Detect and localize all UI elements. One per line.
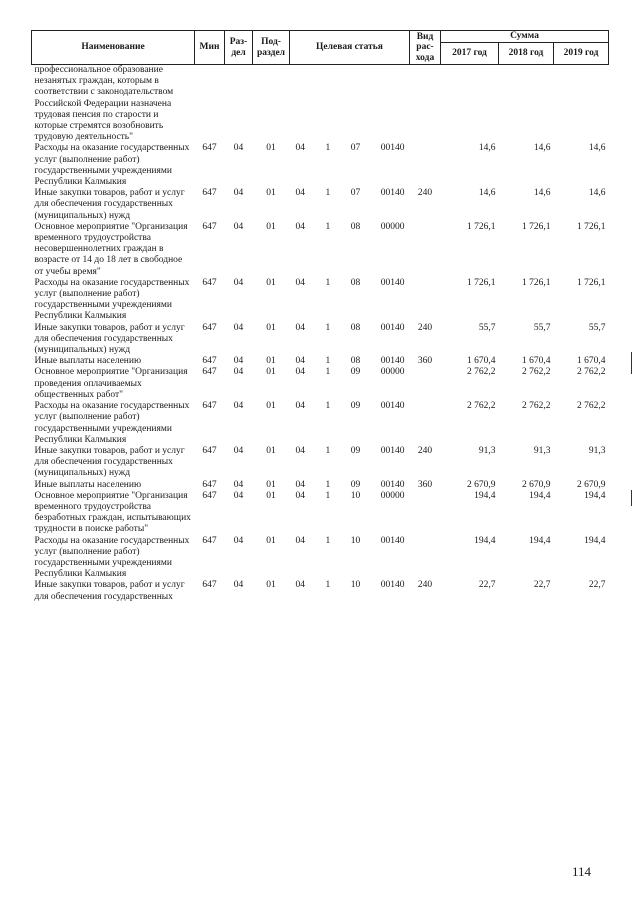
row-sum-2017: 2 762,2 bbox=[467, 367, 496, 378]
row-expense-type: 360 bbox=[417, 479, 433, 490]
row-subsection: 01 bbox=[266, 445, 276, 456]
row-ministry: 647 bbox=[202, 479, 217, 490]
row-section: 04 bbox=[233, 535, 244, 546]
row-target-article bbox=[290, 401, 410, 446]
row-name: Основное мероприятие "Организация проведения оплачиваемых общественных работ" bbox=[34, 367, 188, 400]
row-subsection: 01 bbox=[266, 490, 276, 501]
row-sum-2017: 14,6 bbox=[478, 143, 496, 154]
target-article-subprogram: 1 bbox=[325, 445, 331, 456]
target-article-direction: 00140 bbox=[380, 356, 405, 367]
table-row bbox=[32, 446, 609, 480]
target-article-subprogram: 1 bbox=[325, 143, 331, 154]
target-article-measure: 07 bbox=[350, 188, 361, 199]
target-article-measure: 08 bbox=[350, 277, 361, 288]
row-sum-2017: 1 726,1 bbox=[467, 221, 496, 232]
row-sum-2018: 1 726,1 bbox=[522, 221, 551, 232]
row-subsection: 01 bbox=[266, 401, 276, 412]
row-sum-2018: 2 762,2 bbox=[522, 367, 551, 378]
table-row bbox=[32, 580, 609, 602]
row-subsection: 01 bbox=[266, 322, 276, 333]
row-target-article bbox=[290, 367, 410, 401]
row-target-article bbox=[290, 536, 410, 581]
table-row bbox=[32, 65, 609, 144]
header-podrazdel: Под-раздел bbox=[253, 31, 290, 65]
row-target-article bbox=[290, 356, 410, 367]
header-year-2018: 2018 год bbox=[499, 43, 554, 65]
table-row bbox=[32, 143, 609, 188]
row-expense-type bbox=[410, 65, 441, 144]
table-row bbox=[32, 491, 609, 536]
row-ministry: 647 bbox=[202, 221, 217, 232]
row-sum-2018: 1 726,1 bbox=[522, 277, 551, 288]
target-article-program: 04 bbox=[295, 479, 305, 490]
target-article-direction: 00000 bbox=[380, 221, 405, 232]
row-sum-2019: 14,6 bbox=[588, 188, 606, 199]
target-article-program: 04 bbox=[295, 535, 305, 546]
row-expense-type: 240 bbox=[417, 445, 433, 456]
target-article-direction: 00140 bbox=[380, 322, 405, 333]
row-sum-2019: 194,4 bbox=[584, 490, 606, 501]
header-min: Мин bbox=[195, 31, 225, 65]
row-name: Иные выплаты населению bbox=[34, 479, 142, 490]
row-ministry: 647 bbox=[202, 401, 217, 412]
target-article-program: 04 bbox=[295, 490, 305, 501]
row-expense-type bbox=[410, 536, 441, 581]
row-ministry: 647 bbox=[202, 322, 217, 333]
row-expense-type bbox=[410, 278, 441, 323]
row-sum-2019: 2 670,9 bbox=[577, 479, 606, 490]
row-name: Иные выплаты населению bbox=[34, 356, 142, 367]
table-row bbox=[32, 401, 609, 446]
target-article-direction: 00000 bbox=[380, 490, 405, 501]
row-section: 04 bbox=[233, 143, 244, 154]
target-article-direction: 00140 bbox=[380, 143, 405, 154]
row-name: Иные закупки товаров, работ и услуг для обеспечения государственных (муниципальных) нужд bbox=[34, 322, 185, 356]
row-section: 04 bbox=[233, 356, 244, 367]
table-row bbox=[32, 536, 609, 581]
row-sum-2018: 194,4 bbox=[529, 490, 551, 501]
row-expense-type bbox=[410, 491, 441, 536]
target-article-program: 04 bbox=[295, 445, 305, 456]
row-target-article bbox=[290, 446, 410, 480]
row-ministry: 647 bbox=[202, 143, 217, 154]
row-sum-2018: 22,7 bbox=[533, 580, 551, 591]
row-name: Иные закупки товаров, работ и услуг для обеспечения государственных (муниципальных) нужд bbox=[34, 445, 185, 479]
row-ministry: 647 bbox=[202, 188, 217, 199]
row-sum-2017: 1 670,4 bbox=[467, 356, 496, 367]
row-section: 04 bbox=[233, 479, 244, 490]
row-expense-type: 240 bbox=[417, 188, 433, 199]
target-article-program: 04 bbox=[295, 367, 305, 378]
row-ministry: 647 bbox=[202, 356, 217, 367]
target-article-subprogram: 1 bbox=[325, 188, 331, 199]
row-ministry: 647 bbox=[202, 490, 217, 501]
header-expense-type: Вид рас-хода bbox=[410, 31, 441, 65]
row-expense-type: 360 bbox=[417, 356, 433, 367]
row-section: 04 bbox=[233, 490, 244, 501]
row-sum-2017: 2 670,9 bbox=[467, 479, 496, 490]
target-article-measure: 08 bbox=[350, 322, 361, 333]
header-razdel: Раз-дел bbox=[225, 31, 253, 65]
table-row bbox=[32, 480, 609, 491]
row-section: 04 bbox=[233, 322, 244, 333]
row-sum-2018: 194,4 bbox=[529, 535, 551, 546]
row-section: 04 bbox=[233, 188, 244, 199]
target-article-program: 04 bbox=[295, 580, 305, 591]
row-sum-2018: 55,7 bbox=[533, 322, 551, 333]
target-article-measure: 08 bbox=[350, 356, 361, 367]
row-subsection: 01 bbox=[266, 479, 276, 490]
target-article-direction: 00140 bbox=[380, 277, 405, 288]
row-target-article bbox=[290, 323, 410, 357]
header-year-2017: 2017 год bbox=[441, 43, 499, 65]
page-number: 114 bbox=[572, 864, 592, 879]
row-sum-2017: 55,7 bbox=[478, 322, 496, 333]
row-section: 04 bbox=[233, 367, 244, 378]
target-article-program: 04 bbox=[295, 221, 305, 232]
target-article-program: 04 bbox=[295, 143, 305, 154]
row-ministry: 647 bbox=[202, 445, 217, 456]
row-sum-2018: 14,6 bbox=[533, 143, 551, 154]
target-article-subprogram: 1 bbox=[325, 401, 331, 412]
target-article-direction: 00140 bbox=[380, 401, 405, 412]
row-expense-type bbox=[410, 367, 441, 401]
row-sum-2019: 194,4 bbox=[584, 535, 606, 546]
row-sum-2018: 91,3 bbox=[533, 445, 551, 456]
target-article-program: 04 bbox=[295, 322, 305, 333]
row-target-article bbox=[290, 188, 410, 222]
row-subsection: 01 bbox=[266, 356, 276, 367]
row-subsection: 01 bbox=[266, 277, 276, 288]
row-sum-2017: 194,4 bbox=[474, 490, 496, 501]
table-body bbox=[32, 65, 609, 603]
row-sum-2019: 2 762,2 bbox=[577, 401, 606, 412]
row-sum-2017: 14,6 bbox=[478, 188, 496, 199]
row-subsection: 01 bbox=[266, 367, 276, 378]
target-article-measure: 09 bbox=[350, 445, 361, 456]
target-article-subprogram: 1 bbox=[325, 322, 331, 333]
row-sum-2019: 55,7 bbox=[588, 322, 606, 333]
scan-edge-mark bbox=[631, 490, 632, 506]
row-section: 04 bbox=[233, 580, 244, 591]
row-subsection bbox=[253, 65, 290, 144]
target-article-direction: 00000 bbox=[380, 367, 405, 378]
row-sum-2019: 14,6 bbox=[588, 143, 606, 154]
row-sum-2019: 91,3 bbox=[588, 445, 606, 456]
row-section bbox=[225, 65, 253, 144]
target-article-subprogram: 1 bbox=[325, 535, 331, 546]
target-article-program: 04 bbox=[295, 401, 305, 412]
header-sum: Сумма bbox=[441, 31, 609, 43]
row-name: Расходы на оказание государственных услуг (выполнение работ) государственными учреждениями Республики Калмыкия bbox=[34, 277, 190, 322]
row-name: Иные закупки товаров, работ и услуг для обеспечения государственных bbox=[34, 580, 185, 602]
target-article-subprogram: 1 bbox=[325, 479, 331, 490]
row-name: профессиональное образование незанятых граждан, которым в соответствии с законодательством Российской Федерации назначена трудовая пенсия по старости и которые стремятся возобновить трудовую деятельность" bbox=[34, 65, 174, 143]
row-target-article bbox=[290, 491, 410, 536]
row-sum-2019 bbox=[554, 65, 609, 144]
row-subsection: 01 bbox=[266, 580, 276, 591]
target-article-direction: 00140 bbox=[380, 580, 405, 591]
target-article-direction: 00140 bbox=[380, 479, 405, 490]
row-sum-2017: 91,3 bbox=[478, 445, 496, 456]
row-sum-2017: 194,4 bbox=[474, 535, 496, 546]
row-sum-2019: 1 726,1 bbox=[577, 277, 606, 288]
table-row bbox=[32, 323, 609, 357]
row-name: Расходы на оказание государственных услуг (выполнение работ) государственными учреждениями Республики Калмыкия bbox=[34, 401, 190, 445]
target-article-subprogram: 1 bbox=[325, 367, 331, 378]
row-target-article bbox=[290, 480, 410, 491]
row-section: 04 bbox=[233, 221, 244, 232]
row-subsection: 01 bbox=[266, 221, 276, 232]
row-sum-2019: 2 762,2 bbox=[577, 367, 606, 378]
target-article-measure: 09 bbox=[350, 367, 361, 378]
row-sum-2017: 22,7 bbox=[478, 580, 496, 591]
row-ministry: 647 bbox=[202, 535, 217, 546]
row-expense-type bbox=[410, 143, 441, 188]
row-sum-2019: 22,7 bbox=[588, 580, 606, 591]
target-article-measure: 09 bbox=[350, 401, 361, 412]
table-row bbox=[32, 222, 609, 278]
header-target-article: Целевая статья bbox=[290, 31, 410, 65]
header-name: Наименование bbox=[32, 31, 195, 65]
row-section: 04 bbox=[233, 277, 244, 288]
header-year-2019: 2019 год bbox=[554, 43, 609, 65]
row-sum-2017: 2 762,2 bbox=[467, 401, 496, 412]
row-name: Расходы на оказание государственных услуг (выполнение работ) государственными учреждениями Республики Калмыкия bbox=[34, 143, 190, 188]
table-row bbox=[32, 367, 609, 401]
row-target-article bbox=[290, 278, 410, 323]
target-article-subprogram: 1 bbox=[325, 221, 331, 232]
row-sum-2017: 1 726,1 bbox=[467, 277, 496, 288]
row-subsection: 01 bbox=[266, 535, 276, 546]
row-sum-2018: 1 670,4 bbox=[522, 356, 551, 367]
target-article-direction: 00140 bbox=[380, 188, 405, 199]
table-row bbox=[32, 278, 609, 323]
row-section: 04 bbox=[233, 445, 244, 456]
target-article-measure: 08 bbox=[350, 221, 361, 232]
table-row bbox=[32, 188, 609, 222]
row-ministry: 647 bbox=[202, 277, 217, 288]
row-sum-2017 bbox=[441, 65, 499, 144]
row-section: 04 bbox=[233, 401, 244, 412]
row-expense-type: 240 bbox=[417, 580, 433, 591]
row-target-article bbox=[290, 65, 410, 144]
target-article-subprogram: 1 bbox=[325, 277, 331, 288]
table-row bbox=[32, 356, 609, 367]
target-article-program: 04 bbox=[295, 188, 305, 199]
row-name: Иные закупки товаров, работ и услуг для обеспечения государственных (муниципальных) нужд bbox=[34, 188, 185, 221]
target-article-subprogram: 1 bbox=[325, 580, 331, 591]
scan-edge-mark bbox=[631, 352, 632, 374]
row-sum-2018: 14,6 bbox=[533, 188, 551, 199]
target-article-program: 04 bbox=[295, 277, 305, 288]
target-article-measure: 10 bbox=[350, 535, 361, 546]
target-article-program: 04 bbox=[295, 356, 305, 367]
target-article-measure: 10 bbox=[350, 490, 361, 501]
row-sum-2019: 1 726,1 bbox=[577, 221, 606, 232]
row-expense-type: 240 bbox=[417, 322, 433, 333]
row-ministry bbox=[195, 65, 225, 144]
row-expense-type bbox=[410, 401, 441, 446]
row-target-article bbox=[290, 143, 410, 188]
target-article-measure: 07 bbox=[350, 143, 361, 154]
row-target-article bbox=[290, 222, 410, 278]
target-article-subprogram: 1 bbox=[325, 490, 331, 501]
row-subsection: 01 bbox=[266, 143, 276, 154]
budget-table bbox=[31, 30, 609, 603]
row-target-article bbox=[290, 580, 410, 602]
target-article-direction: 00140 bbox=[380, 535, 405, 546]
row-name: Расходы на оказание государственных услуг (выполнение работ) государственными учреждениями Республики Калмыкия bbox=[34, 535, 190, 580]
target-article-subprogram: 1 bbox=[325, 356, 331, 367]
target-article-measure: 10 bbox=[350, 580, 361, 591]
table-header bbox=[32, 31, 609, 65]
row-sum-2018: 2 762,2 bbox=[522, 401, 551, 412]
target-article-direction: 00140 bbox=[380, 445, 405, 456]
row-subsection: 01 bbox=[266, 188, 276, 199]
row-ministry: 647 bbox=[202, 580, 217, 591]
row-name: Основное мероприятие "Организация временного трудоустройства несовершеннолетних граждан в возрасте от 14 до 18 лет в свободное от учебы время" bbox=[34, 221, 188, 277]
row-ministry: 647 bbox=[202, 367, 217, 378]
target-article-measure: 09 bbox=[350, 479, 361, 490]
row-sum-2019: 1 670,4 bbox=[577, 356, 606, 367]
row-name: Основное мероприятие "Организация временного трудоустройства безработных граждан, испытывающих трудности в поиске работы" bbox=[34, 490, 191, 535]
row-sum-2018 bbox=[499, 65, 554, 144]
row-expense-type bbox=[410, 222, 441, 278]
row-sum-2018: 2 670,9 bbox=[522, 479, 551, 490]
